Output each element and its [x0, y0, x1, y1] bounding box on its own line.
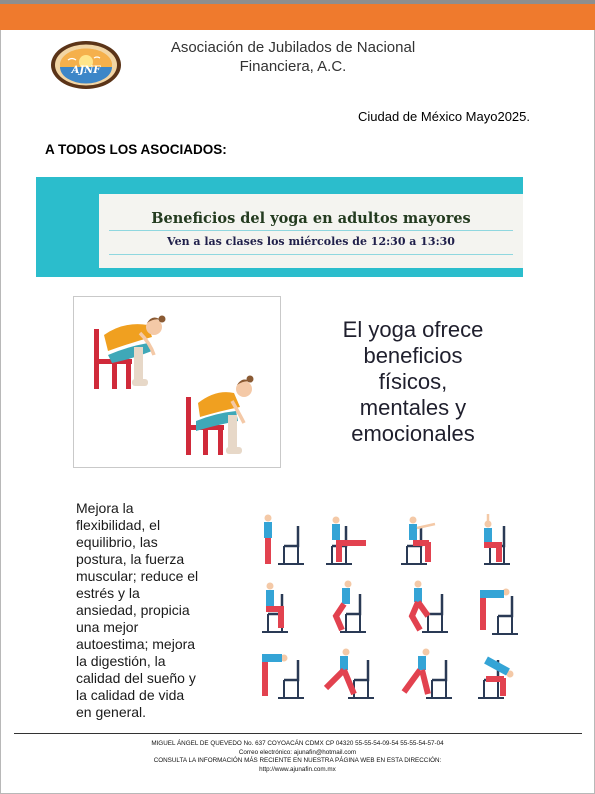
pose-seated-arms-up — [484, 514, 510, 564]
pose-standing-lunge — [326, 649, 374, 699]
figure-seated-forward-bend-2 — [186, 376, 254, 456]
heading-line: emocionales — [351, 421, 475, 446]
header-bar — [0, 0, 595, 30]
pose-forward-fold-with-chair — [480, 589, 518, 635]
benefits-heading — [318, 317, 508, 447]
benefit-text-line: flexibilidad, el — [76, 517, 161, 533]
greeting: A TODOS LOS ASOCIADOS: — [45, 142, 227, 157]
banner-rule-top — [109, 230, 513, 231]
benefit-text-line: autoestima; mejora — [76, 636, 196, 652]
pose-standing-bend — [262, 654, 304, 698]
footer-web-notice: CONSULTA LA INFORMACIÓN MÁS RECIENTE EN NUESTRA PÁGINA WEB EN ESTA DIRECCIÓN: — [153, 757, 442, 765]
heading-line: mentales y — [359, 395, 467, 420]
benefit-text-line: la digestión, la — [76, 653, 166, 669]
benefit-text-line: equilibrio, las — [76, 534, 158, 550]
footer — [0, 740, 595, 774]
footer-url: http://www.ajunafin.com.mx — [259, 765, 336, 773]
benefit-text-line: en general. — [76, 704, 147, 720]
benefits-description — [76, 500, 226, 721]
yoga-banner — [36, 177, 523, 277]
benefit-text-line: postura, la fuerza — [76, 551, 185, 567]
benefit-text-line: calidad del sueño y — [76, 670, 196, 686]
benefit-text-line: estrés y la — [76, 585, 140, 601]
pose-seated-forward-fold — [478, 660, 514, 698]
chair-exercise-illustration — [73, 296, 281, 468]
pose-chair-squat — [336, 581, 366, 633]
footer-email: Correo electrónico: ajunafin@hotmail.com — [238, 748, 357, 756]
benefit-text-line: Mejora la — [76, 500, 134, 516]
benefit-text-line: una mejor — [76, 619, 139, 635]
pose-seated-arm-extend — [401, 517, 435, 565]
ajnf-logo — [50, 40, 122, 90]
organization-name — [148, 38, 438, 76]
heading-line: El yoga ofrece — [342, 317, 484, 342]
pose-seated-twist — [262, 583, 288, 633]
pose-side-stretch — [404, 649, 452, 699]
heading-line: beneficios — [363, 343, 463, 368]
heading-line: físicos, — [378, 369, 448, 394]
banner-subtitle: Ven a las clases los miércoles de 12:30 a 13:30 — [167, 235, 455, 248]
org-name-line-2: Financiera, A.C. — [239, 58, 347, 75]
logo-text: AJNF — [71, 65, 101, 76]
org-name-line-1: Asociación de Jubilados de Nacional — [170, 39, 416, 56]
header-bar-line — [0, 0, 595, 4]
pose-standing-by-chair — [264, 515, 304, 565]
figure-seated-forward-bend-1 — [94, 316, 166, 390]
banner-title: Beneficios del yoga en adultos mayores — [151, 210, 471, 227]
banner-rule-bottom — [109, 254, 513, 255]
pose-seated-leg-raise — [326, 517, 366, 565]
banner-panel — [99, 194, 523, 268]
date-line: Ciudad de México Mayo2025. — [358, 109, 530, 124]
benefit-text-line: muscular; reduce el — [76, 568, 199, 584]
benefit-text-line: ansiedad, propicia — [76, 602, 190, 618]
benefit-text-line: la calidad de vida — [76, 687, 185, 703]
chair-yoga-pose-grid — [250, 510, 540, 700]
footer-rule — [14, 733, 582, 734]
pose-lunge-with-chair — [412, 581, 448, 633]
chair-exercise-figures — [74, 297, 280, 467]
footer-address: MIGUEL ÁNGEL DE QUEVEDO No. 637 COYOACÁN CDMX CP 04320 55-55-54-09-54 55-55-54-57-04 — [151, 740, 444, 747]
